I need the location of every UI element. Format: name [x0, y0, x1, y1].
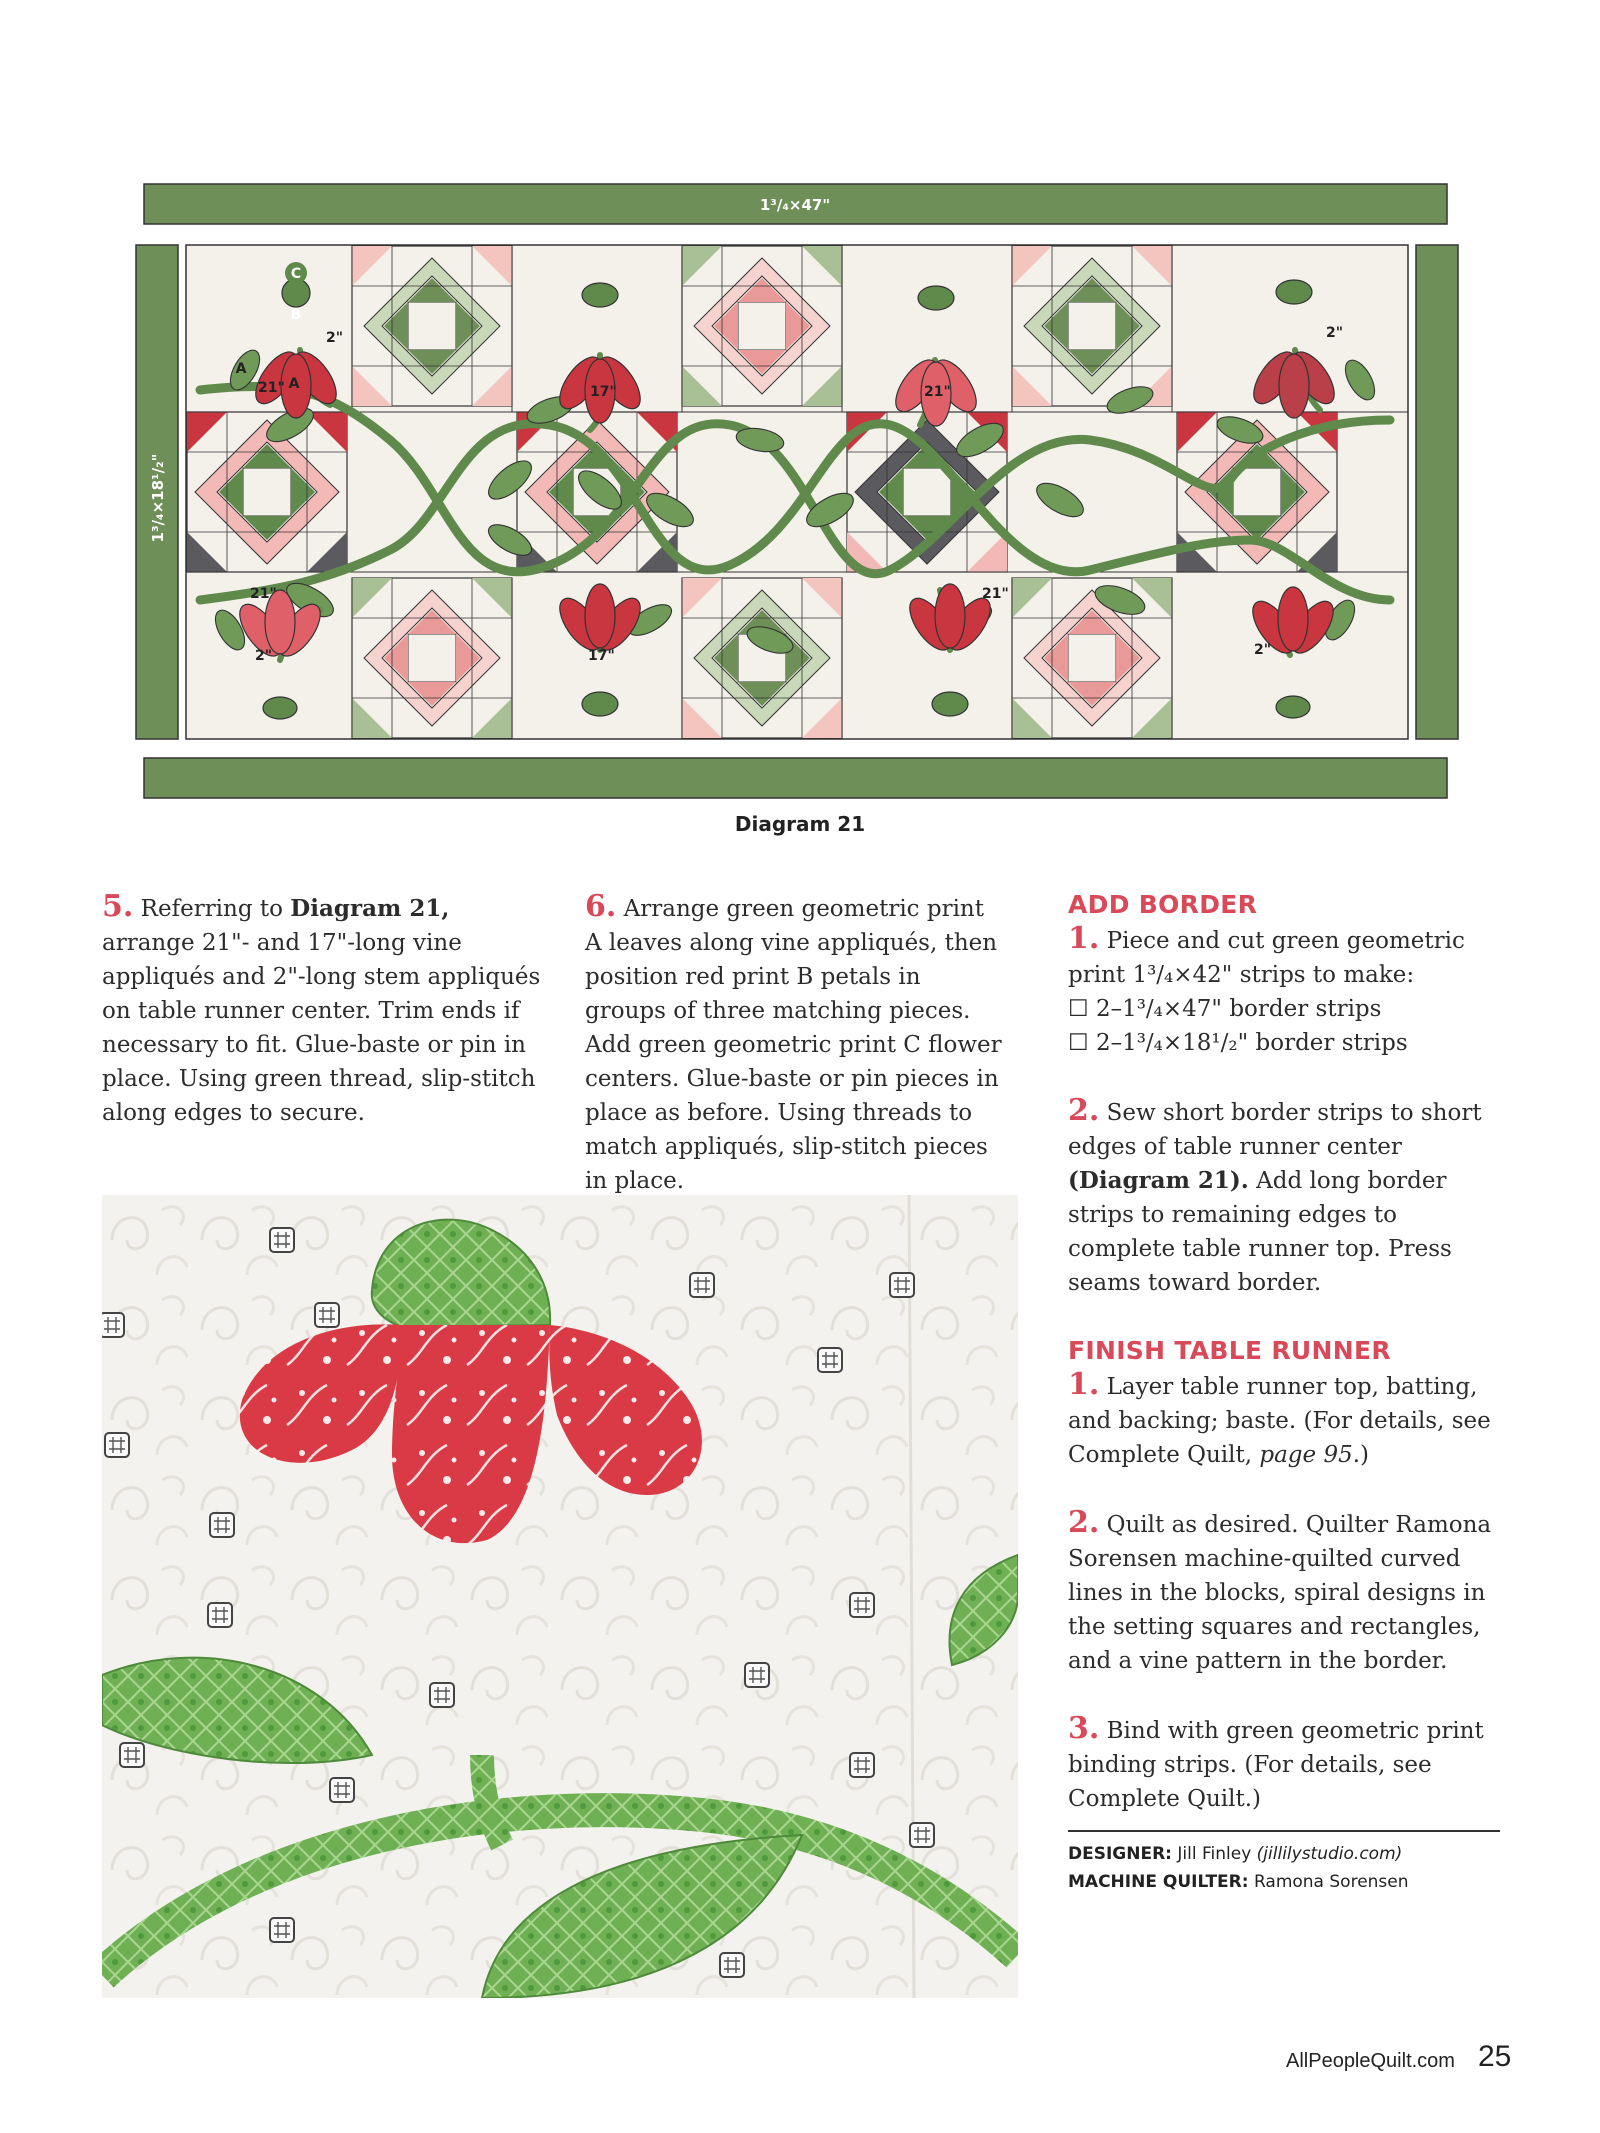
designer-site: (jillilystudio.com) — [1256, 1844, 1403, 1864]
label-2-top-right: 2" — [1326, 325, 1344, 341]
credits — [1068, 1840, 1508, 1896]
footer-site: AllPeopleQuilt.com — [1286, 2050, 1455, 2072]
checkbox-icon: ☐ — [1068, 1030, 1089, 1056]
label-21-bottom-right: 21" — [982, 586, 1009, 602]
designer-name: Jill Finley — [1177, 1844, 1252, 1864]
bottom-border-strip — [144, 758, 1447, 798]
step-text: Bind with green geometric print binding strips. (For details, see Complete Quilt.) — [1068, 1718, 1484, 1812]
label-2-bottom-right: 2" — [1254, 642, 1272, 658]
step-text: Referring to — [140, 896, 291, 922]
step-text: Arrange green geometric print A leaves along vine appliqués, then position red print B petals in groups of three matching pieces. Add green geometric print C flower centers. Glue-baste or pin pieces in place as before. Using threads to match appliqués, slip-stitch pieces in place. — [585, 896, 1002, 1194]
quilter-name: Ramona Sorensen — [1253, 1872, 1409, 1892]
diagram-ref: (Diagram 21). — [1068, 1167, 1249, 1194]
step-text: Quilt as desired. Quilter Ramona Sorensen machine-quilted curved lines in the blocks, spiral designs in the setting squares and rectangles, and a vine pattern in the border. — [1068, 1512, 1492, 1674]
step-6 — [585, 890, 1005, 1198]
step-text: Layer table runner top, batting, and backing; baste. (For details, see Complete Quilt, — [1068, 1374, 1491, 1468]
quilt-detail-photo — [102, 1195, 1018, 1998]
designer-label: DESIGNER: — [1068, 1844, 1172, 1864]
label-21-top-left: 21" — [258, 380, 285, 396]
diagram-ref: Diagram 21, — [290, 895, 450, 922]
list-item: ☐ 2–1³/₄×47" border strips — [1068, 996, 1382, 1022]
step-text: Piece and cut green geometric print 1³/₄×42" strips to make: — [1068, 928, 1465, 988]
label-a-1: A — [235, 361, 247, 377]
step-5 — [102, 890, 542, 1130]
diagram-21 — [130, 180, 1460, 810]
label-2-bottom-left: 2" — [255, 648, 273, 664]
step-number: 1. — [1068, 921, 1100, 956]
finish-heading: FINISH TABLE RUNNER — [1068, 1336, 1391, 1365]
label-21-top-right: 21" — [924, 384, 951, 400]
list-item: ☐ 2–1³/₄×18¹/₂" border strips — [1068, 1030, 1408, 1056]
label-2-top-left: 2" — [326, 330, 344, 346]
label-17-bottom: 17" — [588, 648, 615, 664]
label-21-bottom-left: 21" — [250, 586, 277, 602]
page-ref: page 95 — [1259, 1442, 1353, 1468]
add-border-heading: ADD BORDER — [1068, 890, 1258, 919]
right-border-strip — [1416, 245, 1458, 739]
step-number: 1. — [1068, 1367, 1100, 1402]
step-text: Sew short border strips to short edges of table runner center — [1068, 1100, 1482, 1160]
step-text: arrange 21"- and 17"-long vine appliqués and 2"-long stem appliqués on table runner center. Trim ends if necessary to fit. Glue-baste or pin in place. Using green thread, slip-stitch along edges to secure. — [102, 930, 541, 1126]
quilter-label: MACHINE QUILTER: — [1068, 1872, 1249, 1892]
instructions-column: ADD BORDER 1. Piece and cut green geometric print 1³/₄×42" strips to make: ☐ 2–1³/₄×47" border strips ☐ 2–1³/₄×18¹/₂" border strips 2. Sew short border strips to short edges of table runner center (Diagram 21). Add long border strips to remaining edges to complete table runner top. Press seams toward border. FINISH TABLE RUNNER 1. Layer table runner top, batting, and backing; baste. (For details, see Complete Quilt, page 95.) 2. Quilt as desired. Quilter Ramona Sorensen machine-quilted curved lines in the blocks, spiral designs in the setting squares and rectangles, and a vine pattern in the border. 3. Bind with green geometric print binding strips. (For details, see Complete Quilt.) DESIGNER: Jill Finley (jillilystudio.com) MACHINE QUILTER: Ramona Sorensen — [1068, 888, 1508, 1896]
diagram-caption: Diagram 21 — [734, 812, 866, 836]
label-c: C — [290, 266, 302, 282]
step-number: 3. — [1068, 1711, 1100, 1746]
label-b: B — [290, 307, 302, 323]
step-number: 2. — [1068, 1505, 1100, 1540]
step-number: 2. — [1068, 1093, 1100, 1128]
label-17-top: 17" — [590, 384, 617, 400]
divider — [1068, 1830, 1500, 1832]
step-text: Add long border strips to remaining edges to complete table runner top. Press seams toward border. — [1068, 1168, 1452, 1296]
label-a-2: A — [288, 376, 300, 392]
checkbox-icon: ☐ — [1068, 996, 1089, 1022]
top-border-label: 1³/₄×47" — [759, 196, 831, 214]
step-number: 6. — [585, 889, 617, 924]
step-number: 5. — [102, 889, 134, 924]
side-border-label: 1³/₄×18¹/₂" — [149, 453, 167, 543]
page-number: 25 — [1478, 2040, 1512, 2073]
